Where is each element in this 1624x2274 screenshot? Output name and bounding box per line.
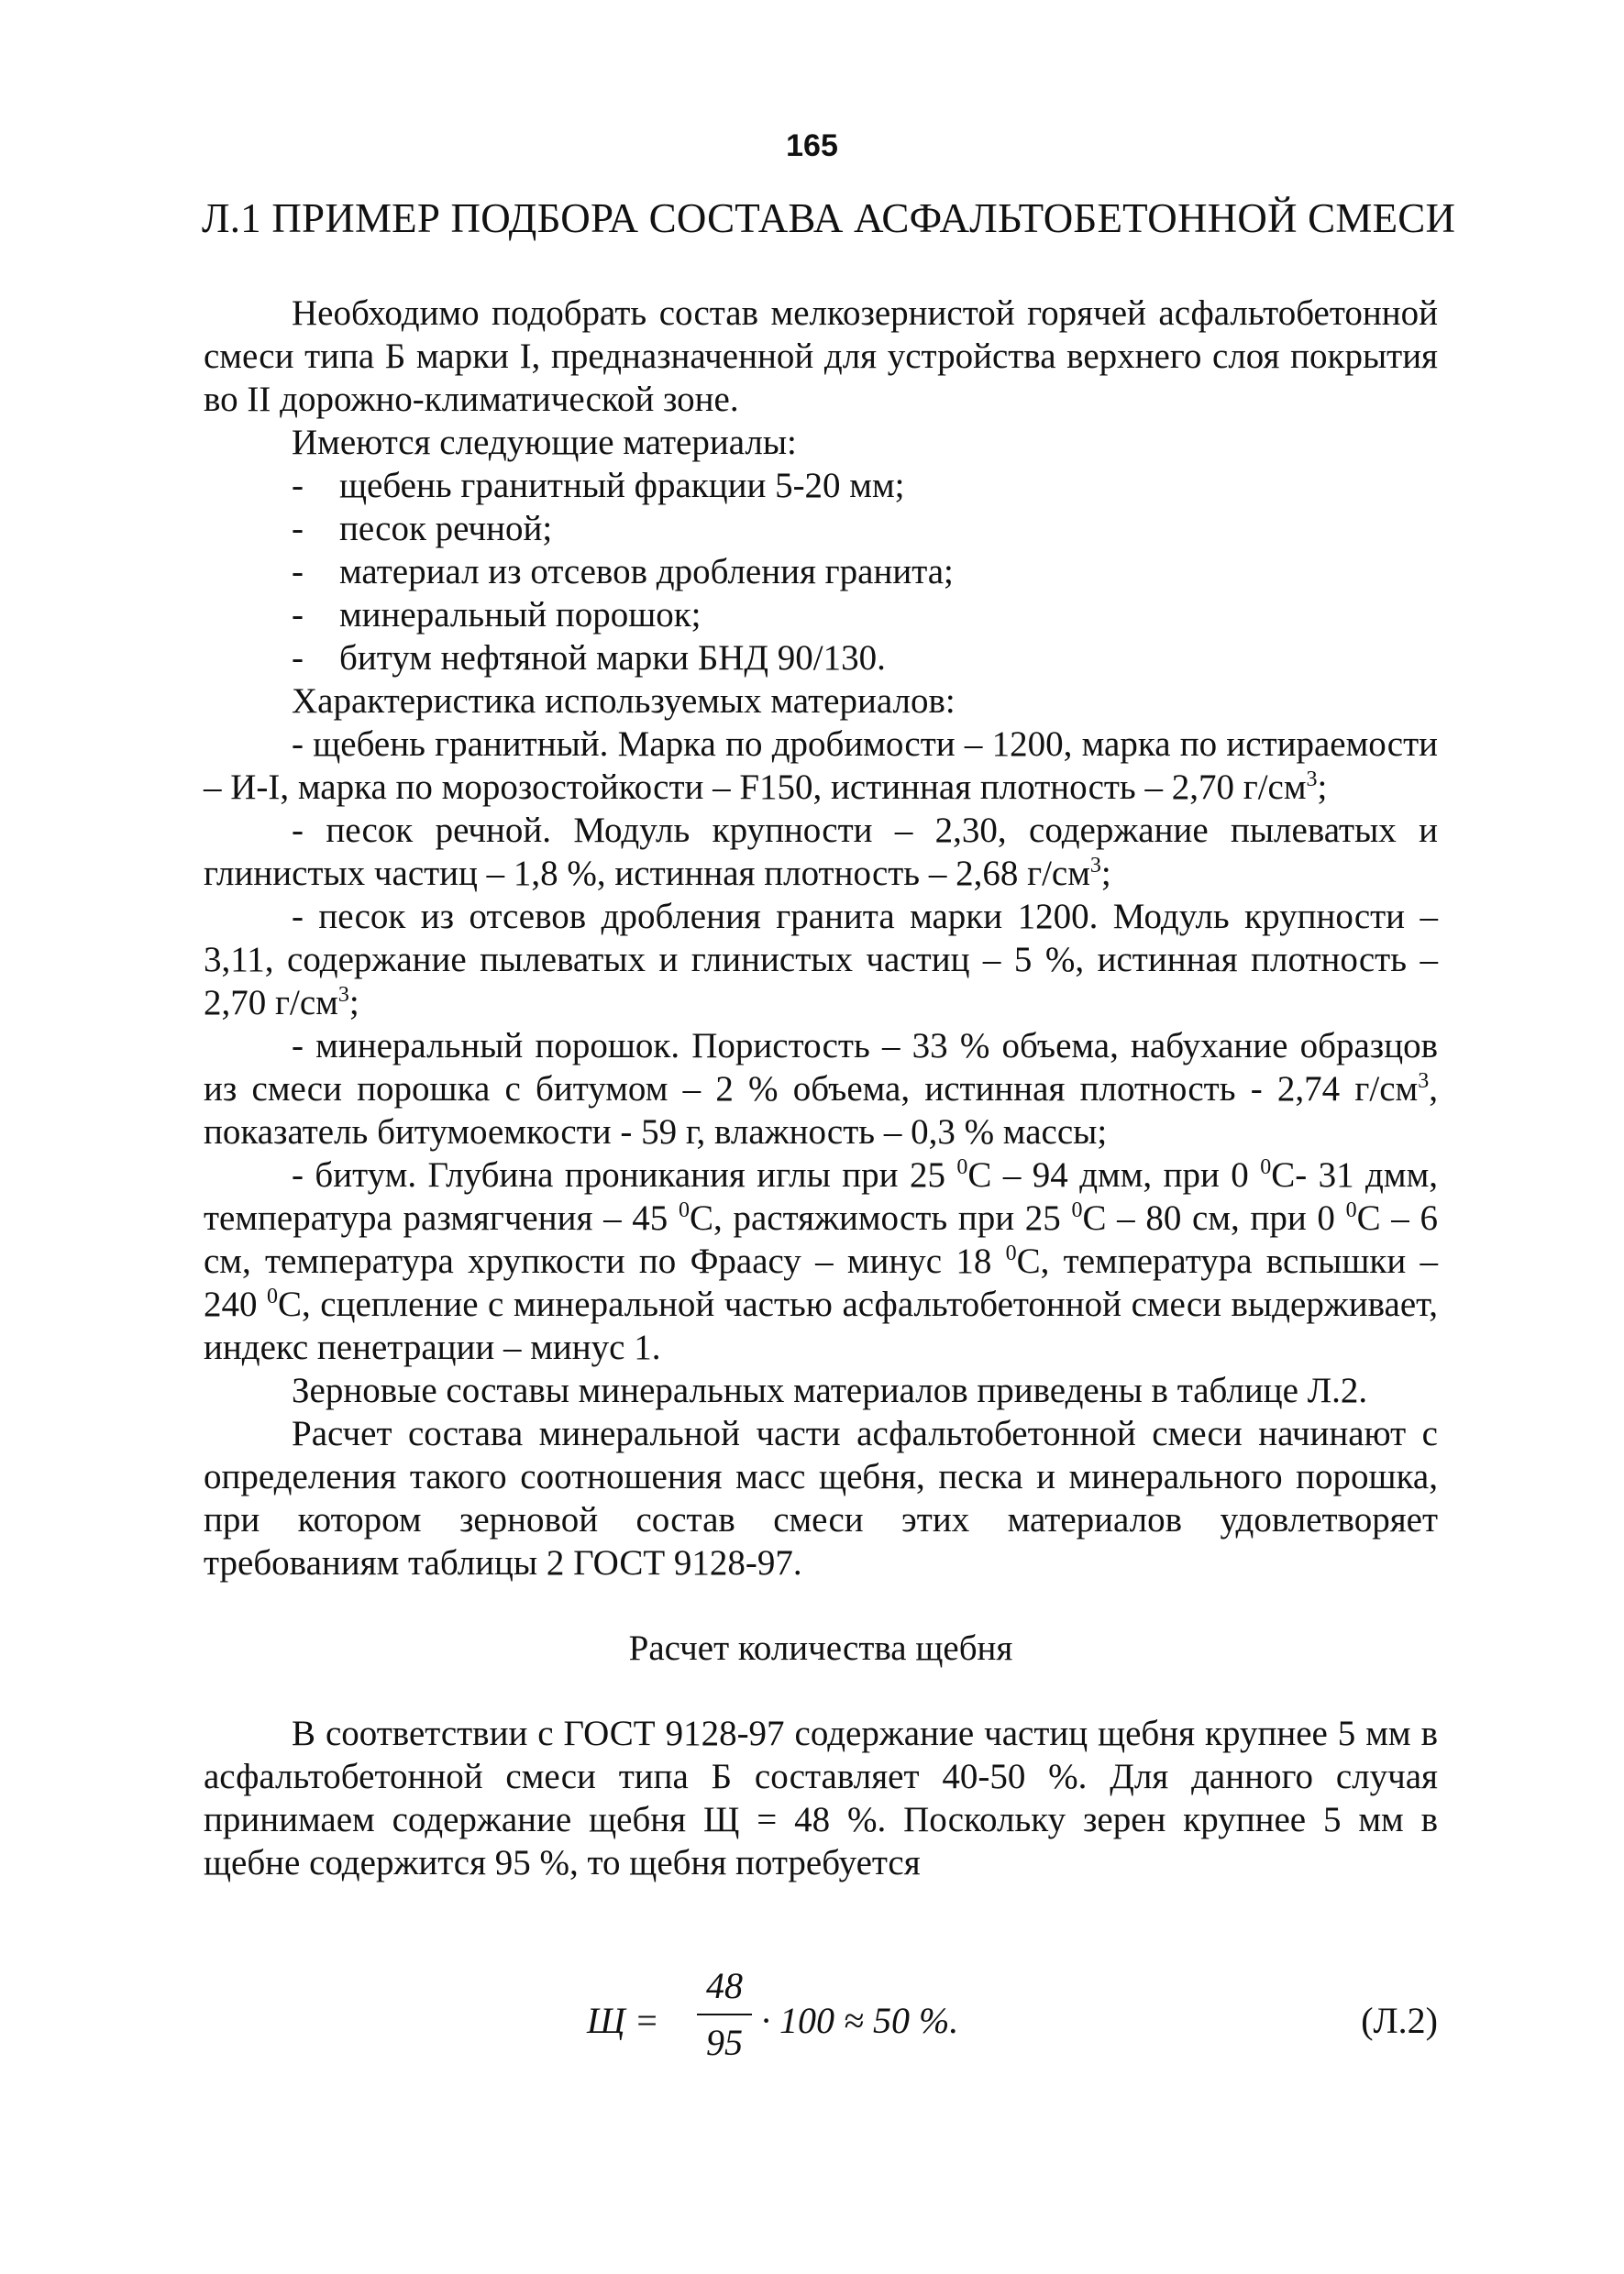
document-body (204, 292, 1438, 1884)
fraction-denominator: 95 (706, 2022, 743, 2063)
screenings-sand-characteristics (204, 895, 1438, 1024)
punctuation: ; (1317, 767, 1328, 807)
equation-number: (Л.2) (1361, 2000, 1438, 2041)
river-sand-characteristics (204, 809, 1438, 895)
grain-note: Зерновые составы минеральных материалов приведены в таблице Л.2. (292, 1371, 1368, 1410)
list-item (204, 636, 1438, 679)
degree-superscript: 0 (267, 1285, 279, 1308)
bitumen-text: С – 6 см, температура хрупкости по Фраасу – минус 18 (204, 1198, 1439, 1281)
bitumen-text: - битум. Глубина проникания иглы при 25 (292, 1155, 957, 1195)
degree-superscript: 0 (1071, 1198, 1083, 1222)
intro-paragraph: Необходимо подобрать состав мелкозернистой горячей асфальтобетонной смеси типа Б марки I, предназначенной для устройства верхнего слоя покрытия во II дорожно-климатической зоне. (204, 293, 1438, 419)
list-item-text: минеральный порошок; (339, 595, 702, 635)
mineral-powder-text: - минеральный порошок. Пористость – 33 % объема, набухание образцов из смеси порошка с битумом – 2 % объема, истинная плотность - 2,74 г/см (204, 1026, 1438, 1109)
fraction-bar (697, 2014, 752, 2015)
subsection-heading: Расчет количества щебня (628, 1628, 1013, 1668)
list-dash: - (292, 638, 304, 678)
bitumen-text: С- 31 дмм, температура размягчения – 45 (204, 1155, 1439, 1238)
materials-list (204, 464, 1438, 679)
punctuation: ; (348, 983, 359, 1022)
fraction-numerator: 48 (706, 1965, 743, 2006)
crushed-stone-characteristics (204, 723, 1438, 809)
punctuation: ; (1100, 854, 1111, 893)
screenings-sand-text: - песок из отсевов дробления гранита марки 1200. Модуль крупности – 3,11, содержание пылеватых и глинистых частиц – 5 %, истинная плотность – 2,70 г/см (204, 897, 1438, 1022)
superscript: 3 (1418, 1069, 1430, 1093)
superscript: 3 (1089, 854, 1101, 878)
materials-intro: Имеются следующие материалы: (292, 423, 797, 462)
list-item-text: материал из отсевов дробления гранита; (339, 552, 954, 591)
calc-paragraph: В соответствии с ГОСТ 9128-97 содержание частиц щебня крупнее 5 мм в асфальтобетонной смеси типа Б составляет 40-50 %. Для данного случая принимаем содержание щебня Щ = 48 %. Поскольку зерен крупнее 5 мм в щебне содержится 95 %, то щебня потребуется (204, 1714, 1438, 1882)
list-item (204, 507, 1438, 550)
bitumen-characteristics (204, 1154, 1438, 1369)
list-item-text: песок речной; (339, 509, 553, 548)
list-item-text: битум нефтяной марки БНД 90/130. (339, 638, 886, 678)
formula-l2 (204, 1960, 1438, 2080)
degree-superscript: 0 (1345, 1198, 1357, 1222)
bitumen-text: С, температура вспышки – 240 (204, 1242, 1438, 1324)
calc-intro-paragraph: Расчет состава минеральной части асфальтобетонной смеси начинают с определения такого соотношения масс щебня, песка и минерального порошка, при котором зерновой состав смеси этих материалов удовлетворяет требованиям таблицы 2 ГОСТ 9128-97. (204, 1414, 1438, 1583)
bitumen-text: С, сцепление с минеральной частью асфальтобетонной смеси выдерживает, индекс пенетрации – минус 1. (204, 1285, 1439, 1367)
superscript: 3 (1306, 767, 1318, 791)
formula-rhs: · 100 ≈ 50 %. (761, 2000, 959, 2041)
section-title: Л.1 ПРИМЕР ПОДБОРА СОСТАВА АСФАЛЬТОБЕТОННОЙ СМЕСИ (202, 195, 1456, 241)
mineral-powder-text-cont: , показатель битумоемкости - 59 г, влажность – 0,3 % массы; (204, 1069, 1438, 1152)
crushed-stone-text: - щебень гранитный. Марка по дробимости – 1200, марка по истираемости – И-I, марка по морозостойкости – F150, истинная плотность – 2,70 г/см (204, 724, 1438, 807)
bitumen-text: С – 94 дмм, при 0 (967, 1155, 1261, 1195)
degree-superscript: 0 (1005, 1242, 1017, 1265)
list-item (204, 550, 1438, 593)
list-dash: - (292, 509, 304, 548)
formula-lhs: Щ = (587, 2000, 659, 2041)
list-dash: - (292, 595, 304, 635)
mineral-powder-characteristics (204, 1024, 1438, 1154)
list-item (204, 593, 1438, 636)
bitumen-text: С – 80 см, при 0 (1082, 1198, 1346, 1238)
degree-superscript: 0 (679, 1198, 690, 1222)
list-item (204, 464, 1438, 507)
characteristics-intro: Характеристика используемых материалов: (292, 681, 956, 721)
bitumen-text: С, растяжимость при 25 (690, 1198, 1072, 1238)
list-dash: - (292, 552, 304, 591)
superscript: 3 (337, 983, 349, 1007)
degree-superscript: 0 (1260, 1155, 1272, 1179)
degree-superscript: 0 (956, 1155, 968, 1179)
river-sand-text: - песок речной. Модуль крупности – 2,30, содержание пылеватых и глинистых частиц – 1,8 %, истинная плотность – 2,68 г/см (204, 811, 1438, 893)
list-dash: - (292, 466, 304, 505)
list-item-text: щебень гранитный фракции 5-20 мм; (339, 466, 905, 505)
formula-fraction (697, 1960, 752, 2069)
page-number: 165 (786, 128, 838, 163)
